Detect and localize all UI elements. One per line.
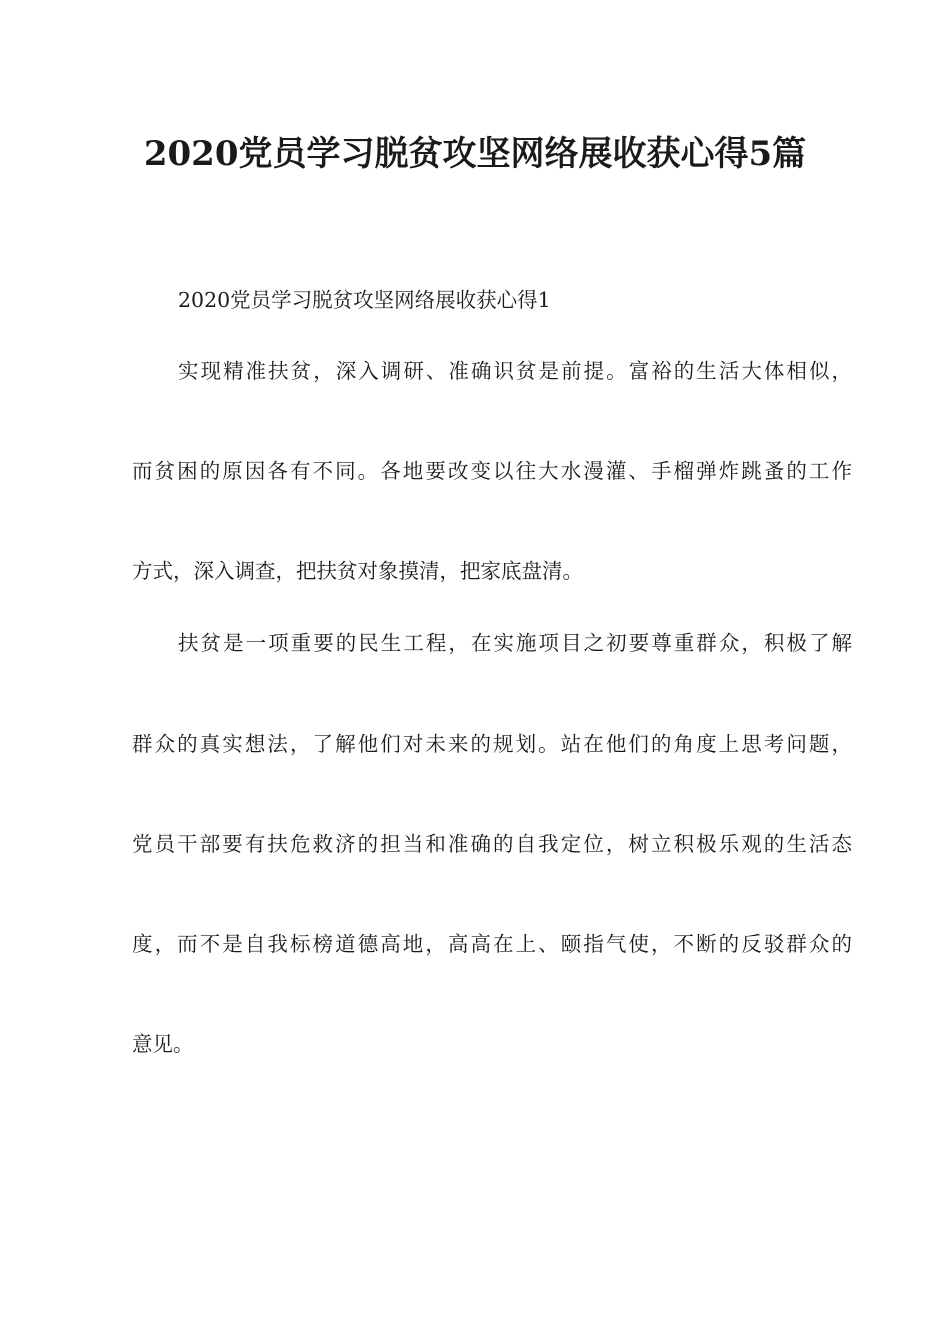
- paragraph-1-line-1: 实现精准扶贫，深入调研、准确识贫是前提。富裕的生活大体相似，: [178, 359, 852, 383]
- paragraph-1-line-3: 方式，深入调查，把扶贫对象摸清，把家底盘清。: [132, 559, 583, 583]
- section-heading: 2020党员学习脱贫攻坚网络展收获心得1: [178, 288, 551, 312]
- paragraph-1-line-2: 而贫困的原因各有不同。各地要改变以往大水漫灌、手榴弹炸跳蚤的工作: [132, 459, 852, 483]
- paragraph-2-line-2: 群众的真实想法，了解他们对未来的规划。站在他们的角度上思考问题，: [132, 732, 852, 756]
- document-title: 2020党员学习脱贫攻坚网络展收获心得5篇: [143, 134, 807, 174]
- paragraph-2-line-5: 意见。: [132, 1032, 194, 1056]
- paragraph-2-line-4: 度，而不是自我标榜道德高地，高高在上、颐指气使，不断的反驳群众的: [132, 932, 852, 956]
- paragraph-2-line-3: 党员干部要有扶危救济的担当和准确的自我定位，树立积极乐观的生活态: [132, 832, 852, 856]
- paragraph-2-line-1: 扶贫是一项重要的民生工程，在实施项目之初要尊重群众，积极了解: [178, 631, 852, 655]
